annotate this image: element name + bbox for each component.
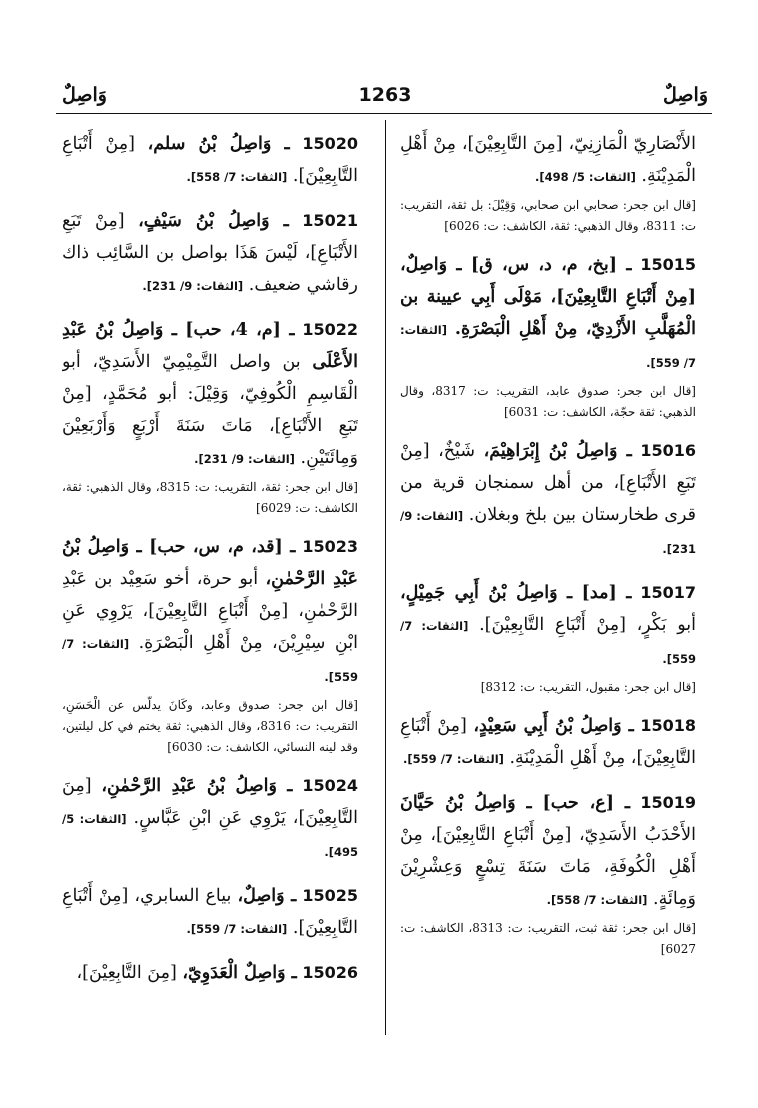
entry-note: [قال ابن جحر: صحابي ابن صحابي، وَقِيْلَ: بل ثقة، التقريب: ت: 8311، وقال الذهبي: ثقة، الكاشف: ت: 6026] xyxy=(400,198,696,233)
entry-body xyxy=(62,205,358,302)
page-header xyxy=(62,84,708,114)
entry-ref: [الثقات: 5/ 495]. xyxy=(62,812,358,859)
entry-ref: [الثقات: 7/ 558]. xyxy=(186,170,288,184)
entry-text: بن واصل التَّمِيْمِيّ الأَسَدِيّ، أبو الْقَاسِمِ الْكُوفِيّ، وَقِيْلَ: أبو مُحَمَّدٍ، [مِنْ تَبَعِ الأَتْبَاعِ]، مَاتَ سَنَةَ أَرْبَعٍ وَأَرْبَعِيْنَ وَمِائَتَيْنِ. xyxy=(62,352,358,468)
entry-text: [مِنْ أَتْبَاعِ التَّابِعِيْنَ]. xyxy=(62,134,358,186)
entry-ref: [الثقات: 7/ 558]. xyxy=(546,893,648,907)
entry-body xyxy=(62,531,358,693)
entry-body xyxy=(400,128,696,193)
entry-note: [قال ابن جحر: مقبول، التقريب: ت: 8312] xyxy=(480,680,696,694)
entry-text: [مِنَ التَّابِعِيْنَ]، يَرْوِي عَنِ ابْنِ عَبَّاسٍ. xyxy=(62,776,358,828)
entry-number: 15023 xyxy=(302,537,358,556)
entry-body xyxy=(62,957,358,989)
entry-text: الأَحْدَبُ الأَسَدِيّ، [مِنْ أَتْبَاعِ التَّابِعِيْنَ]، مِنْ أَهْلِ الْكُوفَةِ، مَاتَ سَنَةَ تِسْعٍ وَعِشْرِيْنَ وَمِائَةٍ. xyxy=(400,825,696,909)
left-column xyxy=(62,128,358,1033)
entry-15025 xyxy=(62,880,358,945)
entry-name: ـ وَاصِلُ بْنُ أَبِي سَعِيْدٍ، xyxy=(473,716,634,736)
entry-ref: [الثقات: 7/ 559]. xyxy=(403,752,504,766)
entry-15015 xyxy=(400,249,696,423)
running-head-left: وَاصِلٌ xyxy=(62,84,107,106)
entry-note: [قال ابن جحر: صدوق وعابد، وكَانَ يدلّس عن الْحَسَنِ، التقريب: ت: 8316، وقال الذهبي: ثقة يختم في كل ليلتين، وقد لينه النسائي، الكاشف: ت: 6030] xyxy=(62,698,358,754)
entry-number: 15017 xyxy=(640,583,696,602)
entry-body xyxy=(400,577,696,675)
entry-15023 xyxy=(62,531,358,758)
entry-text: بياع السابري، [مِنْ أَتْبَاعِ التَّابِعِيْنَ]. xyxy=(62,886,358,938)
column-divider xyxy=(385,120,386,1035)
entry-15026 xyxy=(62,957,358,989)
entry-name: ـ [م، 4، حب] ـ وَاصِلُ بْنُ عَبْدِ الأَعْلَى xyxy=(62,320,358,372)
entry-text: [مِنَ التَّابِعِيْنَ]، xyxy=(76,963,177,983)
entry-body xyxy=(400,249,696,379)
entry-name: ـ [قد، م، س، حب] ـ وَاصِلُ بْنُ عَبْدِ الرَّحْمٰنِ، xyxy=(62,537,358,589)
entry-name: ـ وَاصِلُ بْنُ إِبْرَاهِيْمَ، xyxy=(483,441,632,461)
right-column xyxy=(400,128,696,1033)
entry-body xyxy=(400,710,696,775)
entry-number: 15021 xyxy=(302,211,358,230)
entry-name: ـ [ع، حب] ـ وَاصِلُ بْنُ حَيَّانَ xyxy=(400,793,630,813)
entry-text: ـ [بخ، م، د، س، ق] ـ وَاصِلٌ، [مِنْ أَتْبَاعِ التَّابِعِيْنَ]، مَوْلَى أَبِي عيينة بن الْمُهَلَّبِ الأَزْدِيّ، مِنْ أَهْلِ الْبَصْرَةِ. xyxy=(400,255,696,339)
entry-name: ـ وَاصِلُ بْنُ عَبْدِ الرَّحْمٰنِ، xyxy=(101,776,293,796)
entry-number: 15016 xyxy=(640,441,696,460)
entry-body xyxy=(62,128,358,193)
entry-15024 xyxy=(62,770,358,868)
entry-15022 xyxy=(62,314,358,519)
entry-number: 15026 xyxy=(302,963,358,982)
entry-15020 xyxy=(62,128,358,193)
entry-number: 15024 xyxy=(302,776,358,795)
entry-number: 15019 xyxy=(640,793,696,812)
entry-body xyxy=(62,314,358,475)
entry-note: [قال ابن جحر: ثقة، التقريب: ت: 8315، وقال الذهبي: ثقة، الكاشف: ت: 6029] xyxy=(62,480,358,515)
entry-15016 xyxy=(400,435,696,565)
entry-number: 15018 xyxy=(640,716,696,735)
entry-text: [مِنْ تَبَعِ الأَتْبَاعِ]، لَيْسَ هَذَا بواصل بن السَّائِب ذاك رقاشي ضعيف. xyxy=(62,211,358,295)
entry-name: ـ وَاصِلُ بْنُ سلم، xyxy=(147,134,290,154)
entry-ref: [الثقات: 9/ 231]. xyxy=(142,279,244,293)
entry-text: شَيْخٌ، [مِنْ تَبَعِ الأَتْبَاعِ]، من أهل سمنجان قرية من قرى طخارستان بين بلخ وبغلان. xyxy=(400,441,696,525)
entry-name: ـ وَاصِلُ بْنُ سَيْفٍ، xyxy=(138,211,289,231)
entry-ref: [الثقات: 7/ 559]. xyxy=(400,323,696,370)
entry-ref: [الثقات: 5/ 498]. xyxy=(534,170,636,184)
header-rule xyxy=(56,113,712,114)
entry-number: 15020 xyxy=(302,134,358,153)
entry-text: أبو بَكْرٍ، [مِنْ أَتْبَاعِ التَّابِعِيْنَ]. xyxy=(479,615,696,635)
entry-name: ـ وَاصِلٌ، xyxy=(237,886,297,906)
entry-note: [قال ابن جحر: صدوق عابد، التقريب: ت: 8317، وقال الذهبي: ثقة حجّة، الكاشف: ت: 6031] xyxy=(400,384,696,419)
entry-body xyxy=(400,435,696,565)
entry-body xyxy=(62,880,358,945)
entry-name: ـ وَاصِلٌ الْعَدَوِيّ، xyxy=(182,963,297,983)
entry-number: 15025 xyxy=(302,886,358,905)
running-head-right: وَاصِلٌ xyxy=(663,84,708,106)
entry-name: ـ [مد] ـ وَاصِلُ بْنُ أَبِي جَمِيْلٍ، xyxy=(400,583,632,603)
entry-15018 xyxy=(400,710,696,775)
entry-15017 xyxy=(400,577,696,698)
entry-continuation xyxy=(400,128,696,237)
entry-body xyxy=(62,770,358,868)
entry-number: 15015 xyxy=(640,255,696,274)
entry-15019 xyxy=(400,787,696,960)
entry-ref: [الثقات: 7/ 559]. xyxy=(400,619,696,666)
entry-ref: [الثقات: 7/ 559]. xyxy=(62,637,358,684)
entry-ref: [الثقات: 7/ 559]. xyxy=(186,922,288,936)
entry-number: 15022 xyxy=(302,320,358,339)
page-number: 1263 xyxy=(358,84,412,106)
entry-ref: [الثقات: 9/ 231]. xyxy=(400,509,696,556)
entry-15021 xyxy=(62,205,358,302)
entry-note: [قال ابن جحر: ثقة ثبت، التقريب: ت: 8313، الكاشف: ت: 6027] xyxy=(400,921,696,956)
entry-text: الأَنْصَارِيّ الْمَازِنِيّ، [مِنَ التَّابِعِيْنَ]، مِنْ أَهْلِ الْمَدِيْنَةِ. xyxy=(400,134,696,186)
entry-text: أبو حرة، أخو سَعِيْد بن عَبْدِ الرَّحْمٰنِ، [مِنْ أَتْبَاعِ التَّابِعِيْنَ]، يَرْوِي عَنِ ابْنِ سِيْرِيْنَ، مِنْ أَهْلِ الْبَصْرَةِ. xyxy=(62,569,358,653)
entry-ref: [الثقات: 9/ 231]. xyxy=(194,452,295,466)
entry-text: [مِنْ أَتْبَاعِ التَّابِعِيْنَ]، مِنْ أَهْلِ الْمَدِيْنَةِ. xyxy=(400,716,696,768)
entry-body xyxy=(400,787,696,916)
